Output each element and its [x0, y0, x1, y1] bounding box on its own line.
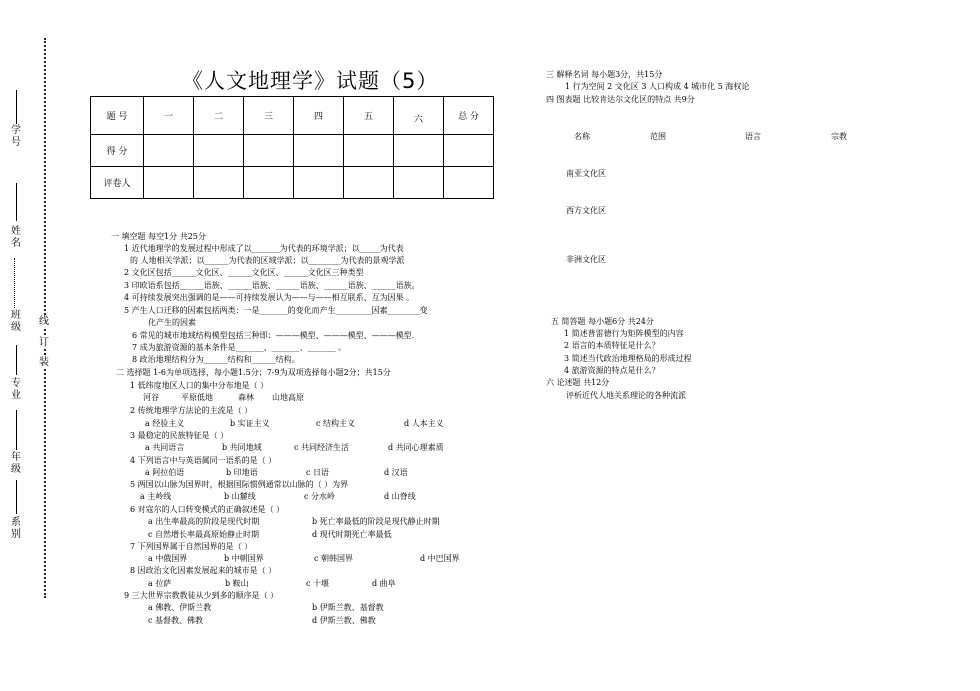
name-label: 姓名 [11, 226, 21, 249]
score-row [91, 135, 494, 167]
fill-q6: 6 常见的城市地域结构模型包括三种即：———模型、———模型、———模型. [132, 331, 415, 340]
mc-q5-opt-c: c 分水岭 [304, 492, 336, 501]
header-part-3: 三 [244, 97, 294, 135]
seal-char-line: 线 [36, 316, 52, 328]
score-cell[interactable] [344, 135, 394, 167]
mc-q2-opt-a: a 经验主义 [145, 419, 185, 428]
mc-q4-opt-d: d 汉语 [384, 468, 408, 477]
mc-q6: 6 对寇尔的人口转变模式的正确叙述是（ ） [130, 505, 285, 514]
mc-q7: 7 下列国界属于自然国界的是（ ） [130, 542, 253, 551]
mc-q8-opt-b: b 鞍山 [225, 579, 249, 588]
marker-cell[interactable] [144, 167, 194, 199]
marker-row [91, 167, 494, 199]
fill-q3: 3 印欧语系包括______语族、______语族、______语族、______语族、______语族。 [124, 281, 420, 290]
score-cell[interactable] [244, 135, 294, 167]
fill-q8: 8 政治地理结构分为______结构和______结构。 [132, 355, 300, 364]
header-part-4: 四 [294, 97, 344, 135]
header-part-5: 五 [344, 97, 394, 135]
department-blank [16, 480, 17, 514]
mc-q5-opt-a: a 主岭线 [140, 492, 172, 501]
mc-q9-opt-d: d 伊斯兰教、佛教 [312, 616, 376, 625]
header-total: 总 分 [444, 97, 494, 135]
marker-row-label: 评卷人 [91, 167, 144, 199]
mc-q5-opt-d: d 山脊线 [384, 492, 416, 501]
short-q4: 4 旅游资源的特点是什么？ [564, 366, 660, 375]
mc-q1: 1 低纬度地区人口的集中分布地是（ ） [130, 381, 269, 390]
mc-q8-opt-c: c 十堰 [306, 579, 330, 588]
mc-q8-opt-a: a 拉萨 [148, 579, 172, 588]
mc-q1-opt-a: 河谷 [143, 393, 159, 402]
seal-char-zhuang: 装 [36, 357, 52, 369]
student-id-label: 学号 [11, 125, 21, 148]
mc-q2-opt-c: c 结构主义 [316, 419, 356, 428]
mc-q3-opt-b: b 共同地域 [222, 443, 262, 452]
header-question-no: 题 号 [91, 97, 144, 135]
mc-q1-opt-b: 平原低地 [181, 393, 213, 402]
mc-q3-opt-d: d 共同心理素质 [388, 443, 444, 452]
mc-q6-opt-b: b 死亡率最低的阶段是现代静止时期 [312, 517, 440, 526]
fill-q1-line1: 1 近代地理学的发展过程中形成了以_______为代表的环境学派；以_____为代表 [124, 244, 404, 253]
short-q3: 3 简述当代政治地理格局的形成过程 [564, 354, 692, 363]
major-label: 专业 [11, 378, 21, 401]
region-south-asia: 南亚文化区 [566, 169, 606, 178]
marker-cell[interactable] [394, 167, 444, 199]
score-cell[interactable] [294, 135, 344, 167]
mc-q6-opt-c: c 自然增长率最高原始静止时期 [148, 530, 260, 539]
section5-heading: 五 简答题 每小题6分 共24分 [551, 317, 654, 326]
mc-q9-opt-b: b 伊斯兰教、基督教 [312, 603, 384, 612]
mc-q1-opt-c: 森林 [238, 393, 254, 402]
mc-q3: 3 最稳定的民族特征是（ ） [130, 431, 229, 440]
mc-q2-opt-b: b 实证主义 [230, 419, 270, 428]
major-blank [16, 345, 17, 375]
section3-heading: 三 解释名词 每小题3分，共15分 [546, 70, 663, 79]
mc-q2: 2 传统地理学方法论的主流是（ ） [130, 406, 253, 415]
score-table [90, 96, 494, 199]
marker-cell[interactable] [194, 167, 244, 199]
section2-heading: 二 选择题 1-6为单项选择，每小题1.5分；7-9为双项选择每小题2分；共15分 [116, 368, 391, 377]
mc-q5: 5 两国以山脉为国界时，根据国际惯例通常以山脉的（ ）为界 [130, 480, 349, 489]
score-cell[interactable] [144, 135, 194, 167]
col-range: 范围 [650, 132, 666, 141]
mc-q4-opt-c: c 日语 [306, 468, 330, 477]
fill-q5-line1: 5 产生人口迁移的因素包括两类：一是_______的变化而产生_________因素________变 [124, 306, 428, 315]
mc-q1-opt-d: 山地高原 [272, 393, 304, 402]
marker-cell[interactable] [344, 167, 394, 199]
department-label: 系别 [11, 517, 21, 540]
mc-q7-opt-c: c 朝韩国界 [314, 554, 354, 563]
mc-q2-opt-d: d 人本主义 [404, 419, 444, 428]
mc-q7-opt-a: a 中俄国界 [148, 554, 188, 563]
marker-cell[interactable] [294, 167, 344, 199]
section6-heading: 六 论述题 共12分 [546, 378, 610, 387]
fill-q1-line2: 的 人地相关学派；以______为代表的区域学派；以________为代表的景观学派 [130, 256, 405, 265]
col-name: 名称 [574, 132, 590, 141]
mc-q4-opt-b: b 印地语 [226, 468, 258, 477]
mc-q9: 9 三大世界宗教教徒从少到多的顺序是（ ） [124, 591, 279, 600]
mc-q9-opt-a: a 佛教、伊斯兰教 [148, 603, 212, 612]
marker-cell[interactable] [244, 167, 294, 199]
student-id-blank [16, 90, 17, 124]
essay-q1: 评析近代人地关系理论的各种流派 [566, 391, 686, 400]
mc-q9-opt-c: c 基督教、佛教 [148, 616, 204, 625]
mc-q7-opt-b: b 中朝国界 [224, 554, 264, 563]
mc-q5-opt-b: b 山麓线 [224, 492, 256, 501]
mc-q4-opt-a: a 阿拉伯语 [145, 468, 185, 477]
fill-q7: 7 成为旅游资源的基本条件是_______、_______、_______ 。 [132, 343, 347, 352]
header-part-6: 六 [394, 97, 444, 135]
marker-cell[interactable] [444, 167, 494, 199]
mc-q3-opt-a: a 共同语言 [145, 443, 185, 452]
mc-q3-opt-c: c 共同经济生活 [294, 443, 350, 452]
section3-terms: 1 行为空间 2 文化区 3 人口构成 4 城市化 5 海权论 [565, 82, 750, 91]
header-part-2: 二 [194, 97, 244, 135]
seal-char-ding: 订 [36, 337, 52, 349]
col-religion: 宗教 [831, 132, 847, 141]
score-cell[interactable] [444, 135, 494, 167]
header-part-1: 一 [144, 97, 194, 135]
short-q2: 2 语言的本质特征是什么？ [564, 341, 660, 350]
section1-heading: 一 填空题 每空1分 共25分 [111, 232, 206, 241]
score-cell[interactable] [194, 135, 244, 167]
col-language: 语言 [745, 132, 761, 141]
region-africa: 非洲文化区 [566, 255, 606, 264]
score-table-header-row [91, 97, 494, 135]
mc-q6-opt-d: d 现代时期死亡率最低 [312, 530, 392, 539]
fill-q2: 2 文化区包括______文化区、______文化区、______文化区三种类型 [124, 268, 364, 277]
region-western: 西方文化区 [566, 206, 606, 215]
exam-title: 《人文地理学》试题（5） [182, 69, 439, 93]
fill-q5-line2: 化产生的因素 [148, 318, 196, 327]
mc-q4: 4 下列语言中与英语属同一语系的是（ ） [130, 456, 277, 465]
short-q1: 1 简述普雷德行为矩阵模型的内容 [564, 329, 684, 338]
mc-q8: 8 因政治文化因素发展起来的城市是（ ） [130, 566, 277, 575]
name-blank [16, 183, 17, 221]
mc-q7-opt-d: d 中巴国界 [420, 554, 460, 563]
score-row-label: 得 分 [91, 135, 144, 167]
class-blank [14, 258, 15, 308]
class-label: 班级 [11, 310, 21, 333]
mc-q6-opt-a: a 出生率最高的阶段是现代时期 [148, 517, 260, 526]
fill-q4: 4 可持续发展突出强调的是——可持续发展认为——与——相互联系、互为因果 。 [124, 293, 415, 302]
grade-blank [16, 410, 17, 450]
mc-q8-opt-d: d 曲阜 [372, 579, 396, 588]
score-cell[interactable] [394, 135, 444, 167]
section4-heading: 四 图表题 比较肯达尔文化区的特点 共9分 [546, 95, 695, 104]
grade-label: 年级 [11, 452, 21, 475]
